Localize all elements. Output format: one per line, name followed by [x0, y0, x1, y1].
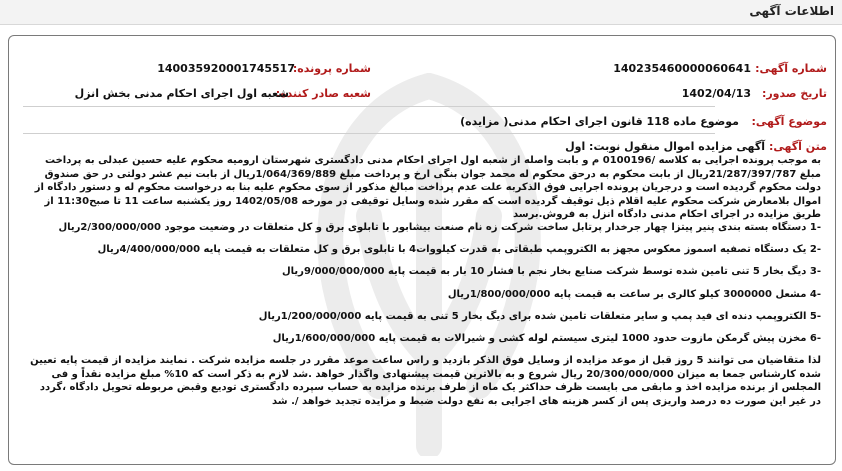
- notice-paragraph-2: لذا متقاضیان می توانند 5 روز قبل از موعد مزایده از وسایل فوق الذکر بازدید و راس ساعت موعد مقرر در جلسه مزایده شرکت . نمایند مزایده از قیمت پایه تعیین شده کارشناس جمعا به میزان 20/300/000/000 ریال شروع و به بالاترین قیمت پیشنهادی واگذار خواهد .شد لازم به ذکر است که 10% مبلغ مزایده نقداً و فی المجلس از برنده مزایده اخذ و مابقی می بایست ظرف حداکثر یک ماه از طرف برنده مزایده به حساب سپرده دادگستری تودیع وقبض مربوطه تحویل دادگاه ،گردد در غیر این صورت ده درصد واریزی پس از کسر هزینه های اجرایی به نفع دولت ضبط و مزایده تجدید خواهد /. شد: [30, 355, 821, 407]
- list-item: -6 مخزن پیش گرمکن مازوت حدود 1000 لیتری سیستم لوله کشی و شیرالات به قیمت پایه 1/600/000/000ریال: [272, 332, 821, 344]
- list-item: -3 دیگ بخار 5 تنی تامین شده توسط شرکت صنایع بخار نجم با فشار 10 بار به قیمت پایه 9/000/000/000ریال: [282, 266, 821, 278]
- issuing-branch-value: شعبه اول اجرای احکام مدنی بخش انزل: [74, 87, 289, 100]
- header-bar: [0, 0, 842, 25]
- ad-number-value: 140235460000060641: [613, 62, 751, 75]
- file-number-label: شماره پرونده:: [292, 62, 371, 75]
- divider: [23, 133, 715, 134]
- list-item: -5 الکتروپمپ دنده ای فید پمپ و سایر متعلقات تامین شده برای دیگ بخار 5 تنی به قیمت پایه 1/200/000/000ریال: [258, 310, 821, 322]
- list-item: -4 مشعل 3000000 کیلو کالری بر ساعت به قیمت پایه 1/800/000/000ریال: [447, 288, 821, 300]
- ad-number-label: شماره آگهی:: [755, 62, 827, 75]
- issue-date-value: 1402/04/13: [681, 87, 751, 100]
- subject-value: موضوع ماده 118 قانون اجرای احکام مدنی( مزایده): [460, 115, 739, 128]
- text-label: متن آگهی:: [769, 140, 827, 153]
- notice-paragraph-1: به موجب پرونده اجرایی به کلاسه /0100196 م و بابت واصله از شعبه اول اجرای احکام مدنی دادگستری شهرستان ارومیه محکوم علیه حسین عبدلی به پرداخت مبلغ 21/287/397/787ریال از بابت محکوم به درحق محکوم له محمد جوان بنگی ارخ و پرداخت مبلغ 1/064/369/889ریال از بابت نیم عشر دولتی در حق صندوق دولت محکوم گردیده است و درجریان پرونده اجرایی فوق الذکربه علت عدم پرداخت مبالغ مذکور از سوی محکوم علیه بنا به درخواست محکوم له و دستور دادگاه از اموال بلامعارض شرکت محکوم علیه اقلام ذیل توقیف گردیده است که مقرر شده وسایل توقیفی در مورخه 1402/05/08 روز یکشنبه ساعت 11 تا صبح11:30 از طریق مزایده در اجرای احکام مدنی دادگاه انزل به فروش.برسد: [34, 155, 821, 220]
- divider: [23, 106, 715, 107]
- list-item: -1 دستگاه بسته بندی پنیر پیتزا چهار جرخدار پرتابل ساخت شرکت زه نام صنعت بیشابور با تابلوی برق و کل متعلقات در وضعیت موجود 2/300/000/000ریال: [58, 222, 821, 233]
- list-item: -2 یک دستگاه تصفیه اسموز معکوس مجهز به الکتروپمپ طبقاتی به قدرت کیلووات4 با تابلوی برق و کل متعلقات به قیمت پایه 4/400/000/000ریال: [97, 244, 821, 256]
- issue-date-label: تاریخ صدور:: [761, 87, 827, 100]
- notice-panel: [8, 35, 836, 465]
- header-title: اطلاعات آگهی: [749, 4, 834, 18]
- file-number-value: 140035920001745517: [157, 62, 295, 75]
- subject-label: موضوع آگهی:: [751, 115, 827, 128]
- text-title: آگهی مزایده اموال منقول نوبت: اول: [565, 140, 765, 153]
- issuing-branch-label: شعبه صادر کننده:: [275, 87, 371, 100]
- auction-items-list: [27, 217, 821, 350]
